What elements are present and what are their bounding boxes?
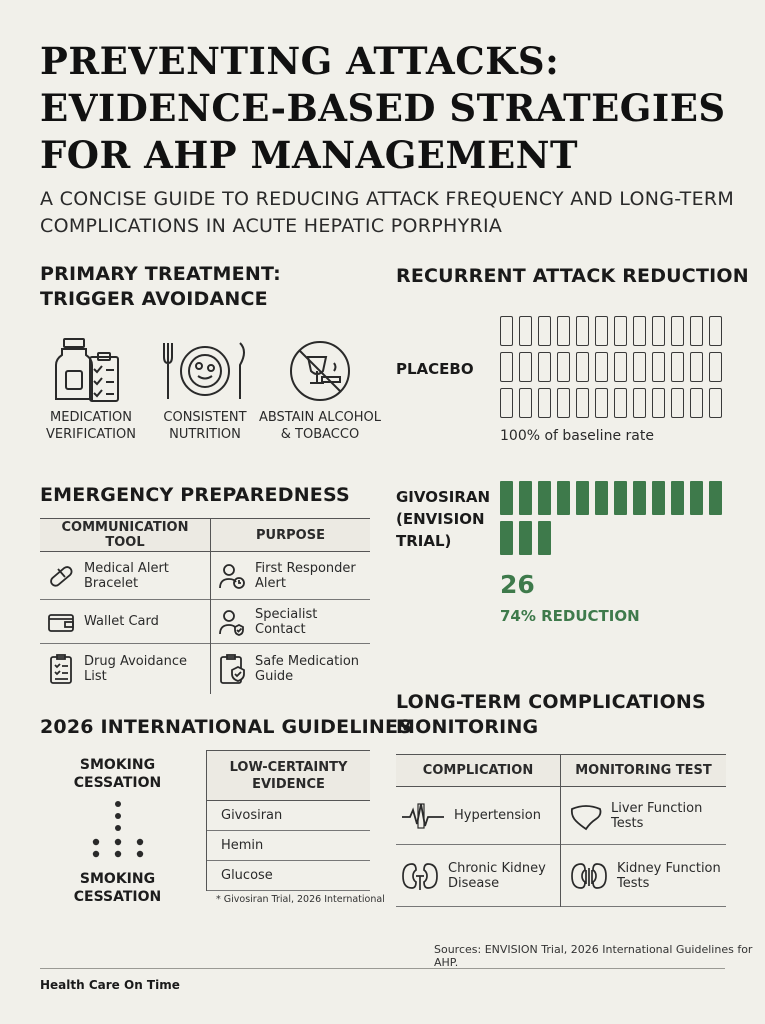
- empty-bar-mark: [519, 388, 532, 418]
- footer-divider: [40, 968, 725, 969]
- empty-bar-mark: [595, 316, 608, 346]
- empty-bar-mark: [557, 316, 570, 346]
- filled-bar-mark: [595, 481, 608, 515]
- empty-bar-mark: [690, 388, 703, 418]
- purpose-label: First Responder Alert: [255, 560, 356, 591]
- placebo-label: PLACEBO: [396, 360, 474, 378]
- medication-verification-icon: [36, 335, 146, 405]
- complications-heading: LONG-TERM COMPLICATIONS MONITORING: [396, 691, 706, 738]
- empty-bar-mark: [709, 388, 722, 418]
- empty-bar-mark: [633, 352, 646, 382]
- filled-bar-mark: [519, 481, 532, 515]
- empty-bar-mark: [652, 388, 665, 418]
- empty-bar-mark: [557, 388, 570, 418]
- empty-bar-mark: [576, 388, 589, 418]
- wallet-icon: [46, 607, 76, 637]
- abstain-alcohol-item: ABSTAIN ALCOHOL & TOBACCO: [256, 335, 384, 443]
- complication-label: Chronic Kidney Disease: [448, 860, 546, 891]
- filled-bar-mark: [557, 481, 570, 515]
- empty-bar-mark: [538, 388, 551, 418]
- test-label: Kidney Function Tests: [617, 860, 721, 891]
- empty-bar-mark: [671, 316, 684, 346]
- givosiran-value: 26: [500, 570, 535, 599]
- complication-col: COMPLICATION: [396, 755, 561, 787]
- no-alcohol-tobacco-icon: [256, 335, 384, 405]
- emergency-col-tool: COMMUNICATION TOOL: [40, 519, 211, 552]
- empty-bar-mark: [690, 316, 703, 346]
- empty-bar-mark: [690, 352, 703, 382]
- filled-bar-mark: [652, 481, 665, 515]
- complications-table: [396, 754, 726, 907]
- empty-bar-mark: [576, 316, 589, 346]
- empty-bar-mark: [652, 352, 665, 382]
- empty-bar-mark: [671, 352, 684, 382]
- footer-brand: Health Care On Time: [40, 978, 180, 992]
- filled-bar-mark: [500, 521, 513, 555]
- medication-verification-item: MEDICATION VERIFICATION: [36, 335, 146, 443]
- heartbeat-icon: [400, 801, 446, 831]
- empty-bar-mark: [519, 352, 532, 382]
- empty-bar-mark: [709, 352, 722, 382]
- table-row: [396, 787, 726, 845]
- empty-bar-mark: [614, 352, 627, 382]
- nutrition-plate-icon: [150, 335, 260, 405]
- filled-bar-mark: [500, 481, 513, 515]
- filled-bar-mark: [671, 481, 684, 515]
- pill-bracelet-icon: [46, 561, 76, 591]
- table-row: [40, 644, 370, 694]
- tool-label: Drug Avoidance List: [84, 653, 187, 684]
- table-row: Hemin: [207, 831, 371, 861]
- page-subtitle: A CONCISE GUIDE TO REDUCING ATTACK FREQUENCY AND LONG-TERM COMPLICATIONS IN ACUTE HEPATIC PORPHYRIA: [40, 188, 735, 237]
- sources-note: Sources: ENVISION Trial, 2026 International Guidelines for AHP.: [434, 943, 753, 969]
- table-row: [40, 552, 370, 600]
- kidney-icon: [400, 860, 440, 892]
- table-row: [40, 600, 370, 644]
- primary-treatment-heading: PRIMARY TREATMENT: TRIGGER AVOIDANCE: [40, 263, 281, 310]
- givosiran-label: GIVOSIRAN (ENVISION TRIAL): [396, 488, 491, 550]
- test-label: Liver Function Tests: [611, 800, 703, 831]
- filled-bar-mark: [576, 481, 589, 515]
- table-row: Glucose: [207, 861, 371, 891]
- kidney-function-icon: [569, 860, 609, 892]
- consistent-nutrition-item: CONSISTENT NUTRITION: [150, 335, 260, 443]
- filled-bar-mark: [709, 481, 722, 515]
- empty-bar-mark: [500, 316, 513, 346]
- dot-diagram-icon: [85, 798, 151, 864]
- purpose-label: Specialist Contact: [255, 606, 318, 637]
- recurrent-heading: RECURRENT ATTACK REDUCTION: [396, 265, 749, 287]
- checklist-icon: [46, 653, 76, 685]
- empty-bar-mark: [500, 352, 513, 382]
- empty-bar-mark: [519, 316, 532, 346]
- complication-label: Hypertension: [454, 808, 541, 823]
- clipboard-shield-icon: [217, 653, 247, 685]
- empty-bar-mark: [500, 388, 513, 418]
- givosiran-reduction: 74% REDUCTION: [500, 607, 640, 625]
- filled-bar-mark: [614, 481, 627, 515]
- empty-bar-mark: [671, 388, 684, 418]
- tool-label: Medical Alert Bracelet: [84, 560, 169, 591]
- filled-bar-mark: [519, 521, 532, 555]
- page-title: PREVENTING ATTACKS: EVIDENCE-BASED STRATEGIES FOR AHP MANAGEMENT: [40, 39, 726, 177]
- empty-bar-mark: [538, 316, 551, 346]
- guidelines-top-label: SMOKING CESSATION: [73, 757, 162, 791]
- filled-bar-mark: [633, 481, 646, 515]
- responder-icon: [217, 561, 247, 591]
- guidelines-heading: 2026 INTERNATIONAL GUIDELINES: [40, 716, 413, 738]
- empty-bar-mark: [633, 388, 646, 418]
- empty-bar-mark: [614, 388, 627, 418]
- placebo-icon-bars: [500, 316, 722, 418]
- empty-bar-mark: [576, 352, 589, 382]
- guidelines-bottom-label: SMOKING CESSATION: [73, 871, 162, 905]
- monitoring-test-col: MONITORING TEST: [561, 755, 727, 787]
- empty-bar-mark: [709, 316, 722, 346]
- emergency-table: [40, 518, 370, 694]
- emergency-col-purpose: PURPOSE: [211, 519, 371, 552]
- empty-bar-mark: [557, 352, 570, 382]
- empty-bar-mark: [633, 316, 646, 346]
- guidelines-footnote: * Givosiran Trial, 2026 International: [216, 894, 385, 905]
- table-row: [396, 845, 726, 907]
- givosiran-icon-bars: [500, 481, 722, 555]
- empty-bar-mark: [614, 316, 627, 346]
- filled-bar-mark: [690, 481, 703, 515]
- low-certainty-header: LOW-CERTAINTY EVIDENCE: [207, 751, 371, 801]
- guidelines-table: [206, 750, 370, 891]
- filled-bar-mark: [538, 521, 551, 555]
- specialist-icon: [217, 607, 247, 637]
- filled-bar-mark: [538, 481, 551, 515]
- emergency-heading: EMERGENCY PREPAREDNESS: [40, 484, 350, 506]
- empty-bar-mark: [595, 388, 608, 418]
- purpose-label: Safe Medication Guide: [255, 653, 360, 684]
- liver-icon: [569, 801, 603, 831]
- empty-bar-mark: [538, 352, 551, 382]
- empty-bar-mark: [595, 352, 608, 382]
- empty-bar-mark: [652, 316, 665, 346]
- tool-label: Wallet Card: [84, 614, 159, 629]
- table-row: Givosiran: [207, 801, 371, 831]
- placebo-caption: 100% of baseline rate: [500, 428, 654, 444]
